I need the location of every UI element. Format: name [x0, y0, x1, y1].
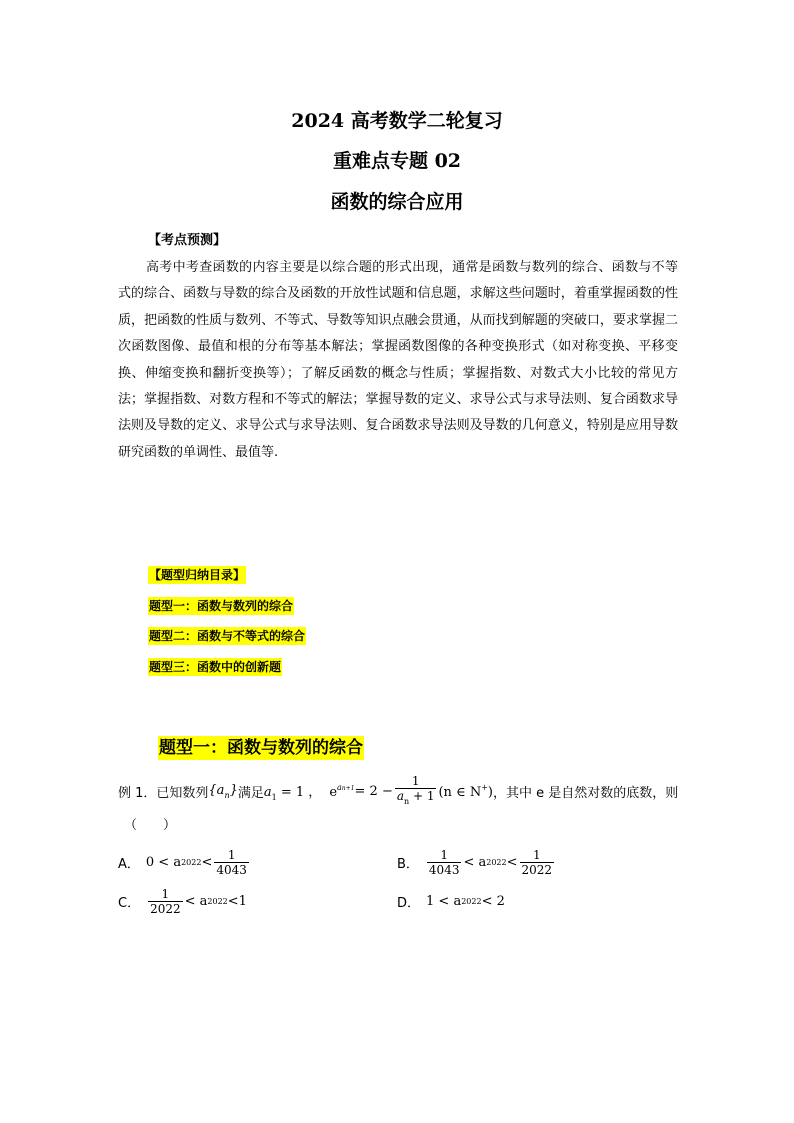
- option-b-fraction-right: $\frac{1}{2022}$: [521, 847, 553, 877]
- recurrence-rhs: = 2 −: [354, 783, 393, 799]
- option-d[interactable]: D． 1 < a 2022 < 2: [397, 893, 505, 911]
- toc-label-text: 【题型归纳目录】: [149, 568, 246, 582]
- option-letter: D．: [397, 895, 421, 911]
- option-letter: B．: [397, 856, 419, 872]
- example-prefix: 例 1．已知数列: [118, 785, 209, 801]
- option-a-fraction: $\frac{1}{4043}$: [216, 847, 247, 877]
- main-title: 2024 高考数学二轮复习: [291, 110, 503, 132]
- option-c[interactable]: C． $\frac{1}{2022}$ < a 2022 <1: [118, 886, 247, 916]
- option-a[interactable]: A． 0 < a 2022 < $\frac{1}{4043}$: [118, 847, 247, 877]
- recurrence-fraction: $\frac{1}{a_n + 1}$: [395, 774, 437, 809]
- sequence-symbol: $\{a_n\}$: [208, 782, 238, 800]
- forecast-label: 【考点预测】: [148, 233, 227, 248]
- toc-item-text: 题型三：函数中的创新题: [149, 660, 282, 674]
- domain-condition: (n ∈ N+): [438, 782, 493, 800]
- toc-item-text: 题型二：函数与不等式的综合: [149, 629, 306, 643]
- toc-item-1[interactable]: [148, 597, 294, 614]
- toc-item-2[interactable]: [148, 627, 306, 644]
- toc-label: [148, 566, 246, 583]
- option-c-fraction: $\frac{1}{2022}$: [150, 886, 181, 916]
- topic-title: 重难点专题 02: [332, 150, 462, 172]
- answer-blank: （ ）: [124, 818, 177, 833]
- forecast-paragraph: 高考中考查函数的内容主要是以综合题的形式出现，通常是函数与数列的综合、函数与不等式的综合、函数与导数的综合及函数的开放性试题和信息题，求解这些问题时，着重掌握函数的性质，把函数的性质与数列、不等式、导数等知识点融会贯通，从而找到解题的突破口，要求掌握二次函数图像、最值和根的分布等基本解法；掌握函数图像的各种变换形式（如对称变换、平移变换、伸缩变换和翻折变换等）；了解反函数的概念与性质；掌握指数、对数式大小比较的常见方法；掌握指数、对数方程和不等式的解法；掌握导数的定义、求导公式与求导法则、复合函数求导法则及导数的定义、求导公式与求导法则、复合函数求导法则及导数的几何意义，特别是应用导数研究函数的单调性、最值等.: [118, 260, 678, 460]
- example-suffix: ，其中 e 是自然对数的底数，则: [492, 785, 679, 801]
- toc-item-text: 题型一：函数与数列的综合: [149, 599, 294, 613]
- section-heading-text: 题型一：函数与数列的综合: [159, 738, 363, 758]
- example-1-stem: [118, 773, 679, 806]
- option-letter: A．: [118, 856, 140, 872]
- recurrence-lhs: $e^{an+1}$: [329, 782, 355, 800]
- option-letter: C．: [118, 895, 141, 911]
- option-b-fraction-left: $\frac{1}{4043}$: [428, 847, 460, 877]
- subject-title: 函数的综合应用: [330, 191, 464, 213]
- initial-term: $a_1 = 1$ ，: [263, 784, 322, 802]
- option-b[interactable]: B． $\frac{1}{4043}$ < a 2022 < $\frac{1}{2022}$: [397, 847, 553, 877]
- toc-item-3[interactable]: [148, 658, 282, 675]
- condition-text: 满足: [237, 785, 264, 801]
- section-heading: [158, 733, 364, 758]
